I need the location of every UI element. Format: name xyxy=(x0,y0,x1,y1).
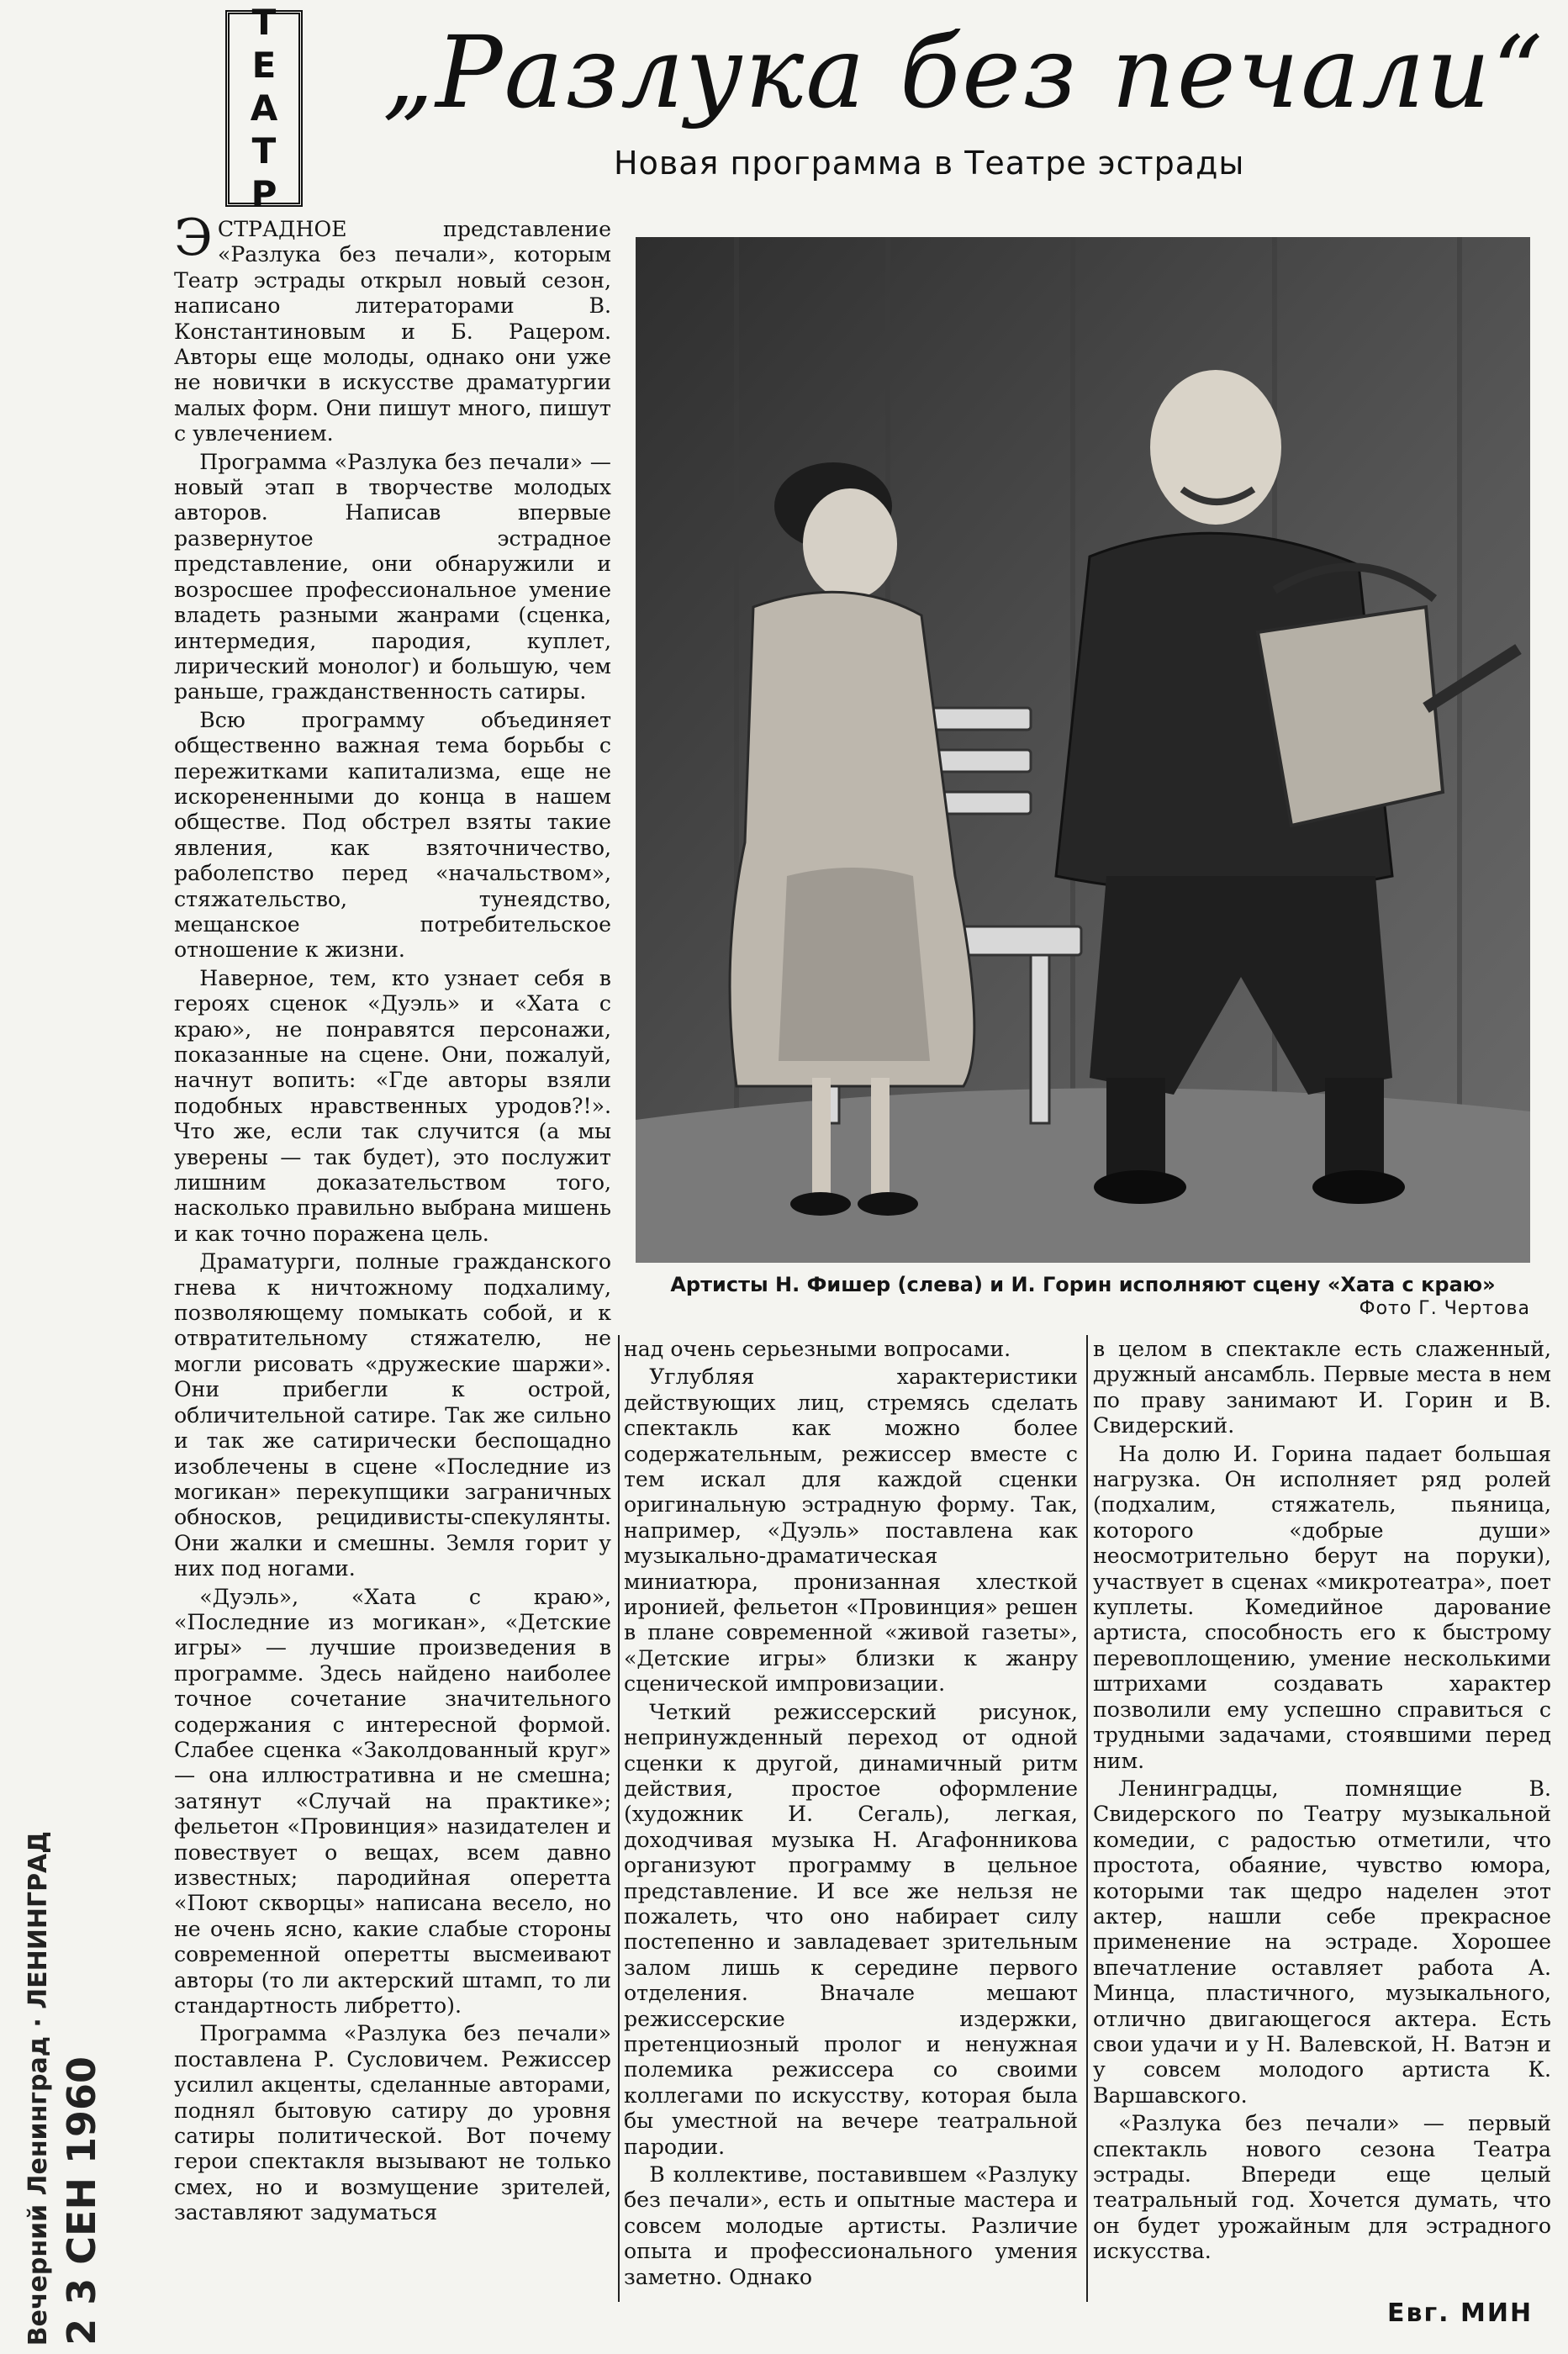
article-paragraph: Четкий режиссерский рисунок, непринужденный переход от одной сценки к другой, динамичный ритм действия, простое оформление (художник И. Сегаль), легкая, доходчивая музыка Н. Агафонникова организуют программу в цельное представление. И все же нельзя не пожалеть, что оно набирает силу постепенно и завладевает зрительным залом лишь к середине первого отделения. Вначале мешают режиссерские издержки, претенциозный пролог и ненужная полемика режиссера со своими коллегами по искусству, которая была бы уместной на вечере театральной пародии. xyxy=(624,1699,1078,2159)
photo-caption: Артисты Н. Фишер (слева) и И. Горин исполняют сцену «Хата с краю» xyxy=(670,1273,1496,1296)
article-paragraph: ЭСТРАДНОЕ представление «Разлука без печали», которым Театр эстрады открыл новый сезон, написано литераторами В. Константиновым и Б. Рацером. Авторы еще молоды, однако они уже не новички в искусстве драматургии малых форм. Они пишут много, пишут с увлечением. xyxy=(174,208,611,446)
drop-cap: Э xyxy=(174,208,213,267)
article-paragraph: Углубляя характеристики действующих лиц, стремясь сделать спектакль как можно более содержательным, режиссер вместе с тем искал для каждой сценки оригинальную эстрадную форму. Так, например, «Дуэль» поставлена как музыкально-драматическая миниатюра, пронизанная хлесткой иронией, фельетон «Провинция» решен в плане современной «живой газеты», «Детские игры» близки к жанру сценической импровизации. xyxy=(624,1364,1078,1697)
author-signature: Евг. МИН xyxy=(1387,2299,1534,2328)
column-divider xyxy=(1086,1335,1088,2302)
article-paragraph: в целом в спектакле есть слаженный, дружный ансамбль. Первые места в нем по праву занимают И. Горин и В. Свидерский. xyxy=(1093,1337,1551,1438)
article-paragraph: «Дуэль», «Хата с краю», «Последние из могикан», «Детские игры» — лучшие произведения в программе. Здесь найдено наиболее точное сочетание значительного содержания с интересной формой. Слабее сценка «Заколдованный круг» — она иллюстративна и не смешна; затянут «Случай на практике»; фельетон «Провинция» назидателен и повествует о вещах, всем давно известных; пародийная оперетта «Поют скворцы» написана весело, но не очень ясно, какие слабые стороны современной оперетты высмеивают авторы (то ли актерский штамп, то ли стандартность либретто). xyxy=(174,1584,611,2019)
article-column-middle xyxy=(624,1337,1078,2295)
article-paragraph: В коллективе, поставившем «Разлуку без печали», есть и опытные мастера и совсем молодые артисты. Различие опыта и профессионального умения заметно. Однако xyxy=(624,2162,1078,2289)
article-paragraph: Драматурги, полные гражданского гнева к ничтожному подхалиму, позволяющему помыкать собой, и к отвратительному стяжателю, не могли рисовать «дружеские шаржи». Они прибегли к острой, обличительной сатире. Так же сильно и так же сатирически беспощадно изоблечены в сцене «Последние из могикан» перекупщики заграничных обносков, рецидивисты-спекулянты. Они жалки и смешны. Земля горит у них под ногами. xyxy=(174,1249,611,1581)
article-photo xyxy=(636,237,1530,1263)
section-rubric xyxy=(225,1,303,216)
article-subheadline: Новая программа в Театре эстрады xyxy=(614,145,1245,182)
article-headline: „Разлука без печали“ xyxy=(383,14,1544,130)
article-paragraph: Всю программу объединяет общественно важная тема борьбы с пережитками капитализма, еще не искорененными до конца в нашем обществе. Под обстрел взяты такие явления, как взяточничество, раболепство перед «начальством», стяжательство, тунеядство, мещанское потребительское отношение к жизни. xyxy=(174,707,611,963)
article-paragraph: «Разлука без печали» — первый спектакль нового сезона Театра эстрады. Впереди еще целый театральный год. Хочется думать, что он будет урожайным для эстрадного искусства. xyxy=(1093,2111,1551,2264)
photo-credit: Фото Г. Чертова xyxy=(1359,1298,1530,1319)
margin-publication: Вечерний Ленинград · ЛЕНИНГРАД xyxy=(24,1830,53,2346)
article-paragraph: Программа «Разлука без печали» — новый этап в творчестве молодых авторов. Написав впервые развернутое эстрадное представление, они обнаружили и возросшее профессиональное умение владеть разными жанрами (сценка, интермедия, пародия, куплет, лирический монолог) и большую, чем раньше, гражданственность сатиры. xyxy=(174,449,611,705)
margin-date-stamp: 2 3 СЕН 1960 xyxy=(59,2056,104,2346)
article-paragraph: Программа «Разлука без печали» поставлена Р. Сусловичем. Режиссер усилил акценты, сделанные авторами, поднял бытовую сатиру до уровня сатиры политической. Вот почему герои спектакля вызывают не только смех, но и возмущение зрителей, заставляют задуматься xyxy=(174,2021,611,2225)
margin-publication-name: Вечерний Ленинград xyxy=(24,2035,53,2346)
article-paragraph: На долю И. Горина падает большая нагрузка. Он исполняет ряд ролей (подхалим, стяжатель, пьяница, которого «добрые души» неосмотрительно берут на поруки), участвует в сценах «микротеатра», поет куплеты. Комедийное дарование артиста, способность его к быстрому перевоплощению, умение несколькими штрихами создавать характер позволили ему успешно справиться с трудными задачами, стоявшими перед ним. xyxy=(1093,1441,1551,1773)
article-paragraph: над очень серьезными вопросами. xyxy=(624,1337,1011,1361)
margin-annotation xyxy=(24,1194,112,2346)
column-divider xyxy=(618,1335,620,2302)
article-column-left xyxy=(174,208,611,2293)
article-paragraph: Наверное, тем, кто узнает себя в героях сценок «Дуэль» и «Хата с краю», не понравятся персонажи, показанные на сцене. Они, пожалуй, начнут вопить: «Где авторы взяли подобных нравственных уродов?!». Что же, если так случится (а мы уверены — так будет), это послужит лишним доказательством того, насколько правильно выбрана мишень и как точно поражена цель. xyxy=(174,965,611,1246)
margin-city: ЛЕНИНГРАД xyxy=(24,1830,53,2009)
stage-scene-illustration xyxy=(636,237,1530,1263)
article-column-right xyxy=(1093,1337,1551,2295)
section-rubric-text: ТЕАТР xyxy=(243,1,285,216)
article-paragraph: Ленинградцы, помнящие В. Свидерского по Театру музыкальной комедии, с радостью отметили, что простота, обаяние, чувство юмора, которыми так щедро наделен этот актер, нашли себе прекрасное применение на эстраде. Хорошее впечатление оставляет работа А. Минца, пластичного, музыкального, отлично двигающегося актера. Есть свои удачи и у Н. Валевской, Н. Ватэн и у совсем молодого артиста К. Варшавского. xyxy=(1093,1776,1551,2108)
